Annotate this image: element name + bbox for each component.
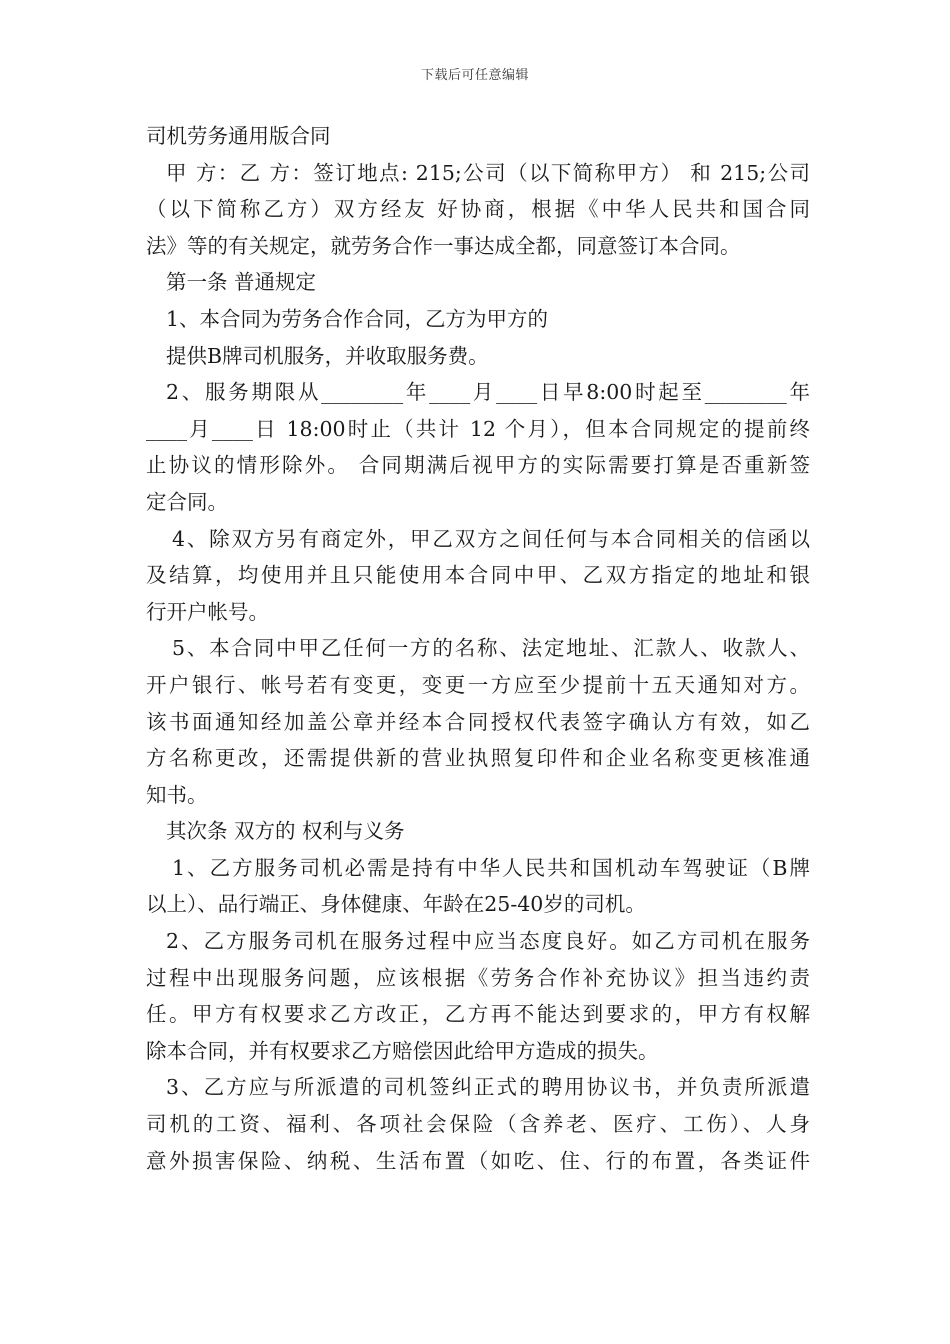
text-line: 3、乙方应与所派遣的司机签纠正式的聘用协议书，并负责所派遣 [166,1075,810,1100]
text-line: 该书面通知经加盖公章并经本合同授权代表签字确认方有效，如乙 [146,709,810,734]
text-line: 提供B牌司机服务，并收取服务费。 [166,343,489,368]
text-line: 司机的工资、福利、各项社会保险（含养老、医疗、工伤）、人身 [146,1112,810,1137]
text-line: 2、乙方服务司机在服务过程中应当态度良好。如乙方司机在服务 [166,929,810,954]
text-line: 甲 方：乙 方：签订地点: 215;公司（以下简称甲方） 和 215;公司 [166,160,810,185]
text-line: 定合同。 [146,489,228,514]
text-line: 1、乙方服务司机必需是持有中华人民共和国机动车驾驶证（B牌 [172,855,810,880]
text-line: 知书。 [146,782,208,807]
text-line: 5、本合同中甲乙任何一方的名称、法定地址、汇款人、收款人、 [172,636,810,661]
text-line: 其次条 双方的 权利与义务 [166,819,405,844]
paragraph-lines [146,155,810,1180]
text-line: 以上）、品行端正、身体健康、年龄在25-40岁的司机。 [146,892,646,917]
text-line: 方名称更改，还需提供新的营业执照复印件和企业名称变更核准通 [146,746,810,771]
document-title: 司机劳务通用版合同 [146,124,331,148]
text-line: 意外损害保险、纳税、生活布置（如吃、住、行的布置，各类证件 [146,1148,810,1173]
text-line: 过程中出现服务问题，应该根据《劳务合作补充协议》担当违约责 [146,965,810,990]
text-line: 及结算，均使用并且只能使用本合同中甲、乙双方指定的地址和银 [146,563,810,588]
text-line: 开户银行、帐号若有变更，变更一方应至少提前十五天通知对方。 [146,672,810,697]
text-line: 除本合同，并有权要求乙方赔偿因此给甲方造成的损失。 [146,1038,659,1063]
text-line: 任。甲方有权要求乙方改正，乙方再不能达到要求的，甲方有权解 [146,1002,810,1027]
document-body [146,118,810,1179]
text-line: （以下简称乙方）双方经友 好协商，根据《中华人民共和国合同 [146,197,810,222]
text-line: 1、本合同为劳务合作合同，乙方为甲方的 [166,306,549,331]
page-header: 下载后可任意编辑 [420,68,529,83]
text-line: 行开户帐号。 [146,599,269,624]
text-line: 第一条 普通规定 [166,270,317,295]
text-line: 法》等的有关规定，就劳务合作一事达成全都，同意签订本合同。 [146,233,741,258]
text-line: 4、除双方另有商定外，甲乙双方之间任何与本合同相关的信函以 [172,526,810,551]
text-line: ____月____日 18:00时止（共计 12 个月），但本合同规定的提前终 [146,416,810,441]
text-line: 2、服务期限从________年____月____日早8:00时起至________年 [166,380,810,405]
text-line: 止协议的情形除外。 合同期满后视甲方的实际需要打算是否重新签 [146,453,810,478]
